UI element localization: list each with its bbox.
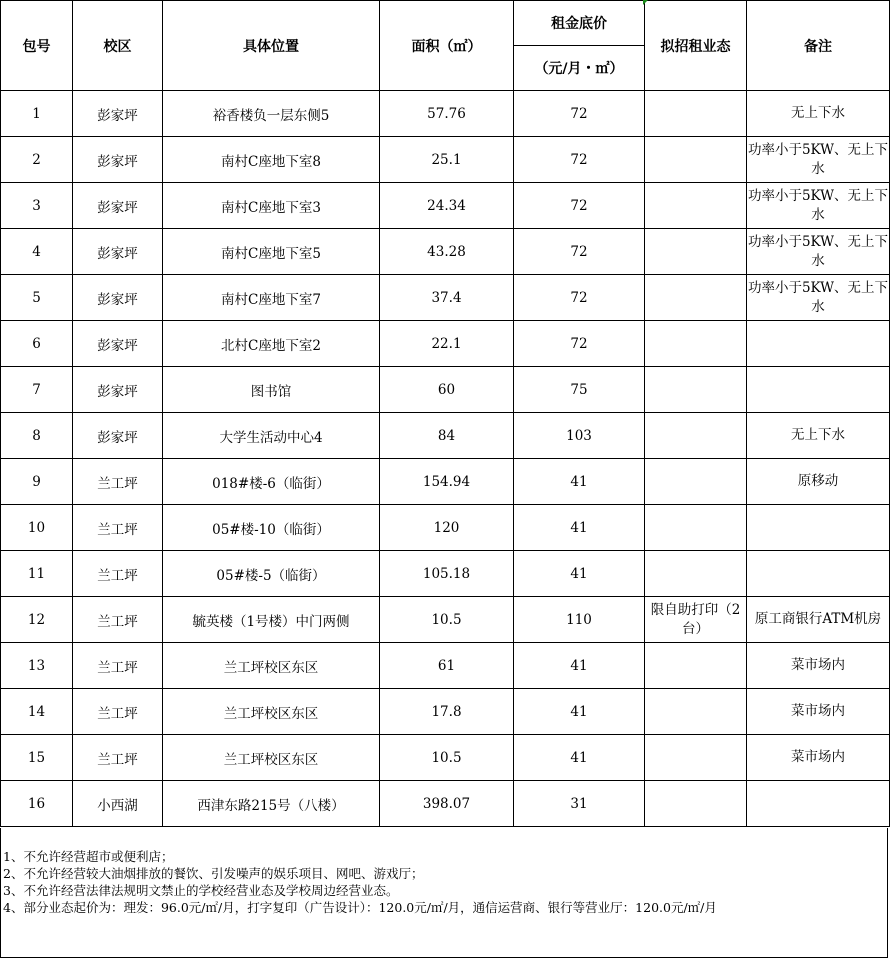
cell-area: 60 [380, 367, 514, 413]
cell-campus: 彭家坪 [73, 321, 163, 367]
table-row [1, 735, 890, 781]
cell-rent: 41 [514, 551, 645, 597]
table-body [1, 91, 890, 827]
cell-package-no: 2 [1, 137, 73, 183]
cell-rent: 72 [514, 137, 645, 183]
cell-location: 南村C座地下室3 [163, 183, 380, 229]
cell-business-type [645, 735, 747, 781]
cell-business-type [645, 229, 747, 275]
cell-package-no: 3 [1, 183, 73, 229]
cell-area: 105.18 [380, 551, 514, 597]
cell-location: 兰工坪校区东区 [163, 689, 380, 735]
cell-notes: 功率小于5KW、无上下水 [747, 137, 890, 183]
cell-business-type [645, 137, 747, 183]
cell-campus: 彭家坪 [73, 91, 163, 137]
cell-package-no: 4 [1, 229, 73, 275]
cell-campus: 兰工坪 [73, 505, 163, 551]
footer-notes [0, 828, 888, 958]
header-business-type: 拟招租业态 [645, 1, 747, 91]
cell-package-no: 14 [1, 689, 73, 735]
cell-notes: 菜市场内 [747, 643, 890, 689]
cell-notes: 功率小于5KW、无上下水 [747, 229, 890, 275]
cell-rent: 75 [514, 367, 645, 413]
cell-campus: 兰工坪 [73, 643, 163, 689]
cell-campus: 兰工坪 [73, 459, 163, 505]
table-row [1, 597, 890, 643]
cell-notes [747, 505, 890, 551]
cell-business-type [645, 91, 747, 137]
cell-package-no: 7 [1, 367, 73, 413]
table-row [1, 137, 890, 183]
cell-area: 61 [380, 643, 514, 689]
cell-package-no: 5 [1, 275, 73, 321]
cell-location: 图书馆 [163, 367, 380, 413]
cell-rent: 41 [514, 735, 645, 781]
header-notes: 备注 [747, 1, 890, 91]
cell-package-no: 9 [1, 459, 73, 505]
cell-location: 018#楼-6（临街） [163, 459, 380, 505]
cell-rent: 103 [514, 413, 645, 459]
table-row [1, 367, 890, 413]
cell-notes: 功率小于5KW、无上下水 [747, 275, 890, 321]
cell-campus: 兰工坪 [73, 551, 163, 597]
header-campus: 校区 [73, 1, 163, 91]
cell-location: 南村C座地下室7 [163, 275, 380, 321]
cell-rent: 41 [514, 689, 645, 735]
cell-rent: 72 [514, 229, 645, 275]
cell-business-type [645, 321, 747, 367]
cell-area: 398.07 [380, 781, 514, 827]
cell-location: 北村C座地下室2 [163, 321, 380, 367]
cell-notes [747, 551, 890, 597]
cell-area: 22.1 [380, 321, 514, 367]
cell-rent: 72 [514, 275, 645, 321]
cell-location: 南村C座地下室5 [163, 229, 380, 275]
header-rent-unit: （元/月・㎡） [514, 46, 645, 91]
cell-area: 57.76 [380, 91, 514, 137]
cell-area: 120 [380, 505, 514, 551]
footer-note-4: 4、部分业态起价为：理发：96.0元/㎡/月，打字复印（广告设计）：120.0元/㎡/月，通信运营商、银行等营业厅：120.0元/㎡/月 [3, 900, 717, 915]
header-package-no: 包号 [1, 1, 73, 91]
cell-campus: 兰工坪 [73, 735, 163, 781]
footer-note-3: 3、不允许经营法律法规明文禁止的学校经营业态及学校周边经营业态。 [3, 883, 399, 898]
table-row [1, 413, 890, 459]
table-row [1, 643, 890, 689]
cell-notes: 原工商银行ATM机房 [747, 597, 890, 643]
cell-location: 西津东路215号（八楼） [163, 781, 380, 827]
cell-business-type [645, 781, 747, 827]
table-row [1, 459, 890, 505]
table-row [1, 229, 890, 275]
cell-business-type [645, 551, 747, 597]
cell-campus: 彭家坪 [73, 413, 163, 459]
cell-package-no: 11 [1, 551, 73, 597]
cell-rent: 72 [514, 91, 645, 137]
cell-package-no: 13 [1, 643, 73, 689]
cell-location: 南村C座地下室8 [163, 137, 380, 183]
cell-comment-marker [643, 0, 648, 5]
cell-notes: 无上下水 [747, 413, 890, 459]
cell-notes: 菜市场内 [747, 689, 890, 735]
cell-area: 10.5 [380, 735, 514, 781]
cell-location: 05#楼-10（临街） [163, 505, 380, 551]
cell-rent: 41 [514, 505, 645, 551]
footer-note-2: 2、不允许经营较大油烟排放的餐饮、引发噪声的娱乐项目、网吧、游戏厅； [3, 866, 424, 881]
cell-rent: 41 [514, 459, 645, 505]
footer-note-1: 1、不允许经营超市或便利店； [3, 849, 174, 864]
cell-campus: 彭家坪 [73, 229, 163, 275]
table-row [1, 321, 890, 367]
cell-package-no: 15 [1, 735, 73, 781]
cell-package-no: 12 [1, 597, 73, 643]
cell-package-no: 8 [1, 413, 73, 459]
cell-area: 43.28 [380, 229, 514, 275]
cell-package-no: 16 [1, 781, 73, 827]
cell-campus: 兰工坪 [73, 689, 163, 735]
table-row [1, 505, 890, 551]
cell-area: 154.94 [380, 459, 514, 505]
cell-notes [747, 321, 890, 367]
cell-business-type [645, 505, 747, 551]
cell-business-type [645, 183, 747, 229]
cell-notes [747, 781, 890, 827]
cell-area: 84 [380, 413, 514, 459]
cell-campus: 小西湖 [73, 781, 163, 827]
cell-location: 大学生活动中心4 [163, 413, 380, 459]
cell-rent: 41 [514, 643, 645, 689]
cell-package-no: 6 [1, 321, 73, 367]
cell-notes [747, 367, 890, 413]
cell-campus: 彭家坪 [73, 183, 163, 229]
table-row [1, 275, 890, 321]
cell-business-type [645, 413, 747, 459]
cell-location: 兰工坪校区东区 [163, 735, 380, 781]
cell-notes: 无上下水 [747, 91, 890, 137]
cell-rent: 72 [514, 321, 645, 367]
cell-campus: 彭家坪 [73, 367, 163, 413]
cell-location: 裕香楼负一层东侧5 [163, 91, 380, 137]
cell-area: 17.8 [380, 689, 514, 735]
cell-location: 毓英楼（1号楼）中门两侧 [163, 597, 380, 643]
cell-location: 兰工坪校区东区 [163, 643, 380, 689]
header-area: 面积（㎡） [380, 1, 514, 91]
cell-business-type [645, 275, 747, 321]
cell-area: 37.4 [380, 275, 514, 321]
cell-campus: 彭家坪 [73, 275, 163, 321]
cell-notes: 原移动 [747, 459, 890, 505]
cell-notes: 功率小于5KW、无上下水 [747, 183, 890, 229]
cell-business-type [645, 459, 747, 505]
table-row [1, 781, 890, 827]
table-row [1, 551, 890, 597]
table-row [1, 689, 890, 735]
cell-business-type [645, 643, 747, 689]
header-rent-title: 租金底价 [514, 1, 645, 46]
cell-rent: 31 [514, 781, 645, 827]
cell-location: 05#楼-5（临街） [163, 551, 380, 597]
cell-business-type [645, 689, 747, 735]
cell-business-type [645, 367, 747, 413]
cell-package-no: 10 [1, 505, 73, 551]
cell-campus: 兰工坪 [73, 597, 163, 643]
cell-business-type: 限自助打印（2台） [645, 597, 747, 643]
cell-area: 10.5 [380, 597, 514, 643]
cell-rent: 72 [514, 183, 645, 229]
cell-package-no: 1 [1, 91, 73, 137]
cell-campus: 彭家坪 [73, 137, 163, 183]
cell-area: 24.34 [380, 183, 514, 229]
cell-area: 25.1 [380, 137, 514, 183]
table-row [1, 91, 890, 137]
table-row [1, 183, 890, 229]
cell-notes: 菜市场内 [747, 735, 890, 781]
header-location: 具体位置 [163, 1, 380, 91]
cell-rent: 110 [514, 597, 645, 643]
